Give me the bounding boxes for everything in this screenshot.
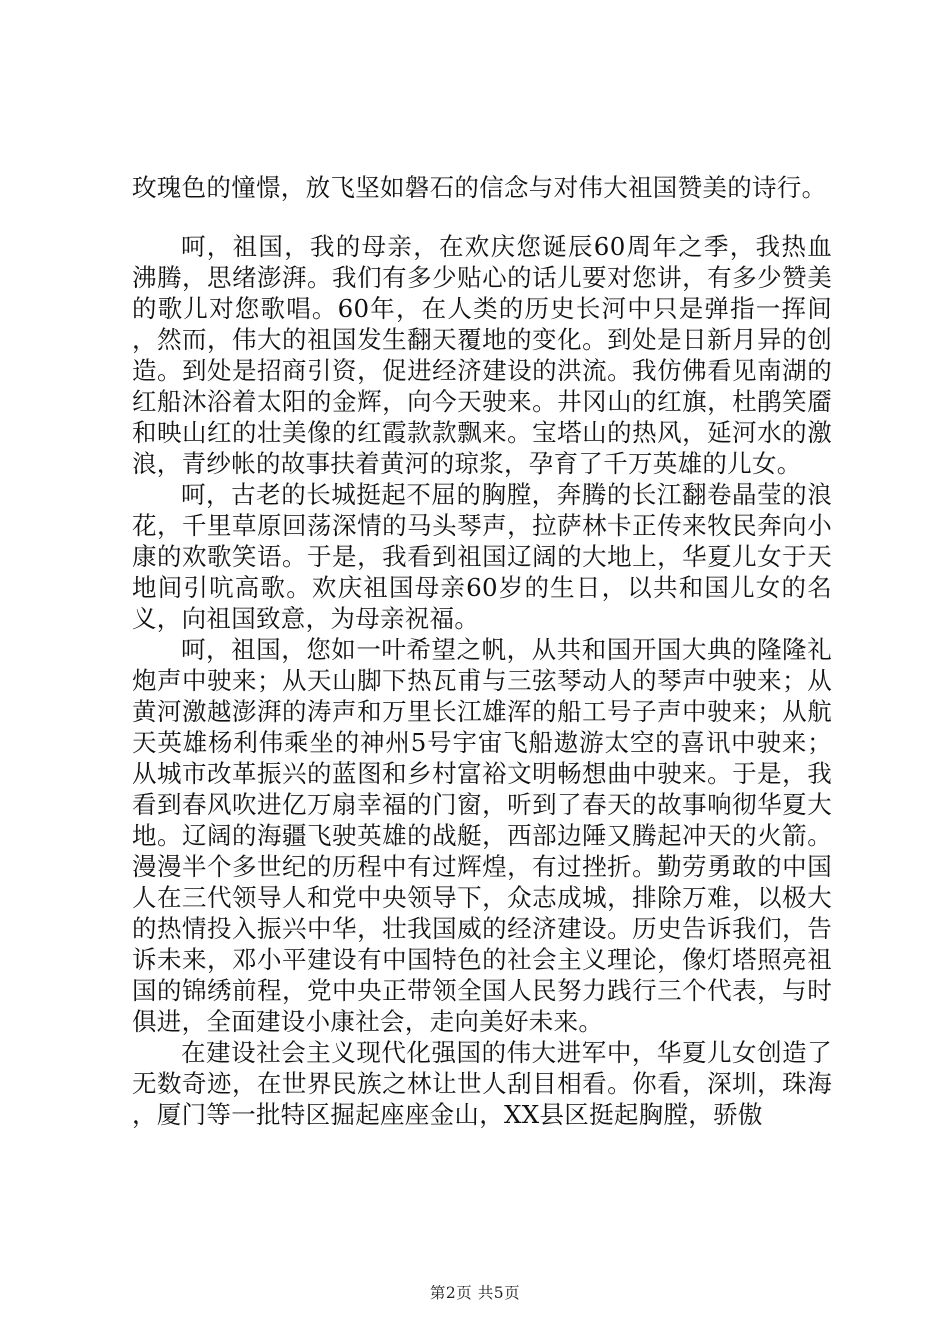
- document-body: [132, 172, 832, 1130]
- paragraph-motherland-60-years: 呵，祖国，我的母亲，在欢庆您诞辰60周年之季，我热血沸腾，思绪澎湃。我们有多少贴心的话儿要对您讲，有多少赞美的歌儿对您歌唱。60年，在人类的历史长河中只是弹指一挥间，然而，伟大的祖国发生翻天覆地的变化。到处是日新月异的创造。到处是招商引资，促进经济建设的洪流。我仿佛看见南湖的红船沐浴着太阳的金辉，向今天驶来。井冈山的红旗，杜鹃笑靥和映山红的壮美像的红霞款款飘来。宝塔山的热风，延河水的激浪，青纱帐的故事扶着黄河的琼浆，孕育了千万英雄的儿女。: [132, 232, 832, 478]
- paragraph-sail-of-hope: 呵，祖国，您如一叶希望之帆，从共和国开国大典的隆隆礼炮声中驶来；从天山脚下热瓦甫与三弦琴动人的琴声中驶来；从黄河激越澎湃的涛声和万里长江雄浑的船工号子声中驶来；从航天英雄杨利伟乘坐的神州5号宇宙飞船遨游太空的喜讯中驶来；从城市改革振兴的蓝图和乡村富裕文明畅想曲中驶来。于是，我看到春风吹进亿万扇幸福的门窗，听到了春天的故事响彻华夏大地。辽阔的海疆飞驶英雄的战艇，西部边陲又腾起冲天的火箭。漫漫半个多世纪的历程中有过辉煌，有过挫折。勤劳勇敢的中国人在三代领导人和党中央领导下，众志成城，排除万难，以极大的热情投入振兴中华，壮我国威的经济建设。历史告诉我们，告诉未来，邓小平建设有中国特色的社会主义理论，像灯塔照亮祖国的锦绣前程，党中央正带领全国人民努力践行三个代表，与时俱进，全面建设小康社会，走向美好未来。: [132, 635, 832, 1036]
- paragraph-continuation: 玫瑰色的憧憬，放飞坚如磐石的信念与对伟大祖国赞美的诗行。: [132, 173, 827, 202]
- page-number-footer: 第2页 共5页: [429, 1284, 521, 1302]
- paragraph-great-wall: 呵，古老的长城挺起不屈的胸膛，奔腾的长江翻卷晶莹的浪花，千里草原回荡深情的马头琴声，拉萨林卡正传来牧民奔向小康的欢歌笑语。于是，我看到祖国辽阔的大地上，华夏儿女于天地间引吭高歌。欢庆祖国母亲60岁的生日，以共和国儿女的名义，向祖国致意，为母亲祝福。: [132, 480, 832, 633]
- paragraph-modernization: 在建设社会主义现代化强国的伟大进军中，华夏儿女创造了无数奇迹，在世界民族之林让世人刮目相看。你看，深圳，珠海，厦门等一批特区掘起座座金山，XX县区挺起胸膛，骄傲: [132, 1038, 832, 1129]
